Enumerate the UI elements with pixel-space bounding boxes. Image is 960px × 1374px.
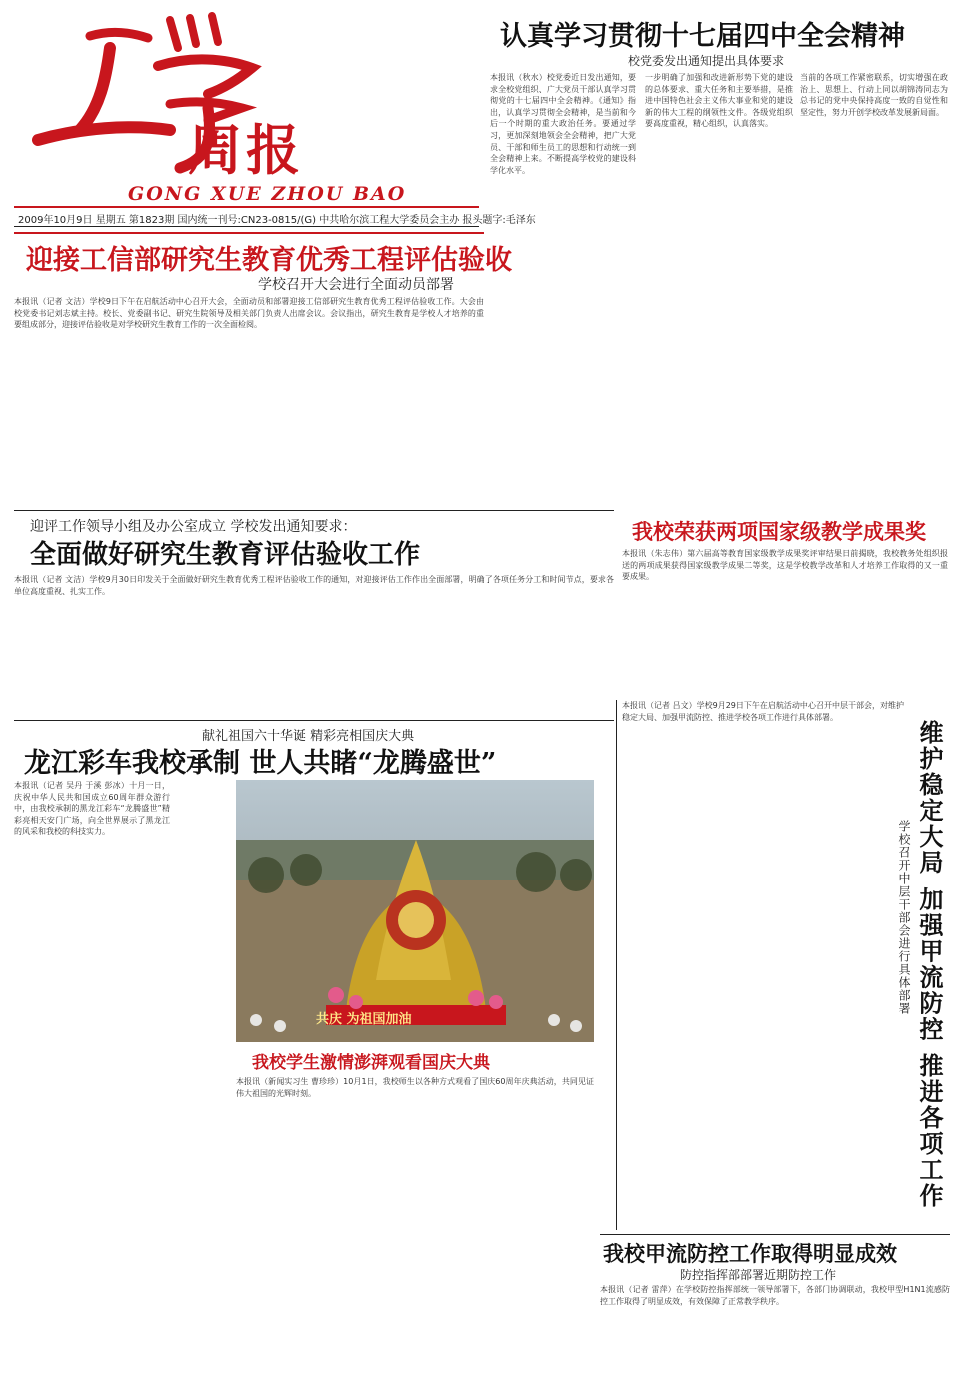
students-body: 本报讯（新闻实习生 曹珍珍）10月1日，我校师生以各种方式观看了国庆60周年庆典活动，共同见证伟大祖国的光辉时刻。 [236, 1077, 594, 1098]
plenum-col3: 当前的各项工作紧密联系，切实增强在政治上、思想上、行动上同以胡锦涛同志为总书记的党中央保持高度一致的自觉性和坚定性，努力开创学校改革发展新局面。 [800, 73, 948, 117]
issue-info: 2009年10月9日 星期五 第1823期 国内统一刊号:CN23-0815/(G) 中共哈尔滨工程大学委员会主办 报头题字:毛泽东 [18, 215, 536, 226]
students-headline: 我校学生激情澎湃观看国庆大典 [252, 1053, 490, 1073]
flu-body: 本报讯（记者 雷萍）在学校防控指挥部统一领导部署下，各部门协调联动，我校甲型H1N1流感防控工作取得了明显成效，有效保障了正常教学秩序。 [600, 1285, 950, 1306]
teaching-body: 本报讯（朱志伟）第六届高等教育国家级教学成果奖评审结果日前揭晓，我校教务处组织报送的两项成果获得国家级教学成果二等奖，这是学校教学改革和人才培养工作取得的又一重要成果。 [622, 549, 948, 582]
zhou-bao-title: 周报 [188, 118, 304, 182]
masthead-pinyin: GONG XUE ZHOU BAO [128, 183, 407, 205]
right-col-rule [616, 700, 617, 1230]
stability-vertical-headline: 维护稳定大局 加强甲流防控 推进各项工作 [915, 720, 944, 1209]
parade-headline: 龙江彩车我校承制 世人共睹“龙腾盛世” [24, 748, 497, 779]
plenum-subhead: 校党委发出通知提出具体要求 [628, 54, 785, 68]
lead-subhead: 学校召开大会进行全面动员部署 [258, 277, 454, 293]
parade-rule [14, 720, 614, 721]
plenum-col1: 本报讯（秋水）校党委近日发出通知，要求全校党组织、广大党员干部认真学习贯彻党的十七届四中全会精神。《通知》指出，认真学习贯彻全会精神，是当前和今后一个时期的重大政治任务。要通过学习，更加深刻地领会全会精神，把广大党员、干部和师生员工的思想和行动统一到全会精神上来。不断提高学校党的建设科学化水平。 [490, 73, 636, 175]
photo-caption: 共庆 为祖国加油 [316, 1012, 412, 1027]
story2-headline: 全面做好研究生教育评估验收工作 [30, 540, 421, 570]
parade-body: 本报讯（记者 吴丹 于溪 彭冰）十月一日，庆祝中华人民共和国成立60周年群众游行中，由我校承制的黑龙江彩车“龙腾盛世”精彩亮相天安门广场，向全世界展示了黑龙江的风采和我校的科技实力。 [14, 781, 170, 837]
plenum-col2: 一步明确了加强和改进新形势下党的建设的总体要求、重大任务和主要举措，是推进中国特色社会主义伟大事业和党的建设新的伟大工程的纲领性文件。各级党组织要高度重视，精心组织，认真落实。 [645, 73, 793, 129]
lead-body: 本报讯（记者 文洁）学校9日下午在启航活动中心召开大会，全面动员和部署迎接工信部研究生教育优秀工程评估验收工作。大会由校党委书记刘志斌主持。校长、党委副书记、研究生院领导及相关部门负责人出席会议。会议指出，研究生教育是学校人才培养的重要组成部分，迎接评估验收是对学校研究生教育工作的一次全面检阅。 [14, 297, 484, 330]
stability-body: 本报讯（记者 吕文）学校9月29日下午在启航活动中心召开中层干部会，对维护稳定大局、加强甲流防控、推进学校各项工作进行具体部署。 [622, 701, 904, 722]
info-rule [14, 226, 479, 227]
stability-vertical-subhead: 学校召开中层干部会进行具体部署 [897, 820, 911, 1015]
parade-photo [236, 780, 594, 1042]
lead-rule [14, 232, 484, 234]
plenum-headline: 认真学习贯彻十七届四中全会精神 [500, 21, 905, 52]
flu-rule [600, 1234, 950, 1235]
masthead-rule [14, 206, 479, 208]
flu-headline: 我校甲流防控工作取得明显成效 [603, 1241, 897, 1266]
teaching-headline: 我校荣获两项国家级教学成果奖 [632, 519, 926, 544]
lead-headline: 迎接工信部研究生教育优秀工程评估验收 [26, 245, 512, 276]
story2-body: 本报讯（记者 文洁）学校9月30日印发关于全面做好研究生教育优秀工程评估验收工作的通知，对迎接评估工作作出全面部署，明确了各项任务分工和时间节点，要求各单位高度重视、扎实工作。 [14, 575, 614, 596]
parade-float-image-icon [236, 780, 594, 1042]
flu-subhead: 防控指挥部部署近期防控工作 [680, 1268, 837, 1282]
story2-kicker: 迎评工作领导小组及办公室成立 学校发出通知要求： [30, 519, 357, 535]
story2-rule [14, 510, 614, 511]
parade-kicker: 献礼祖国六十华诞 精彩亮相国庆大典 [202, 729, 415, 744]
